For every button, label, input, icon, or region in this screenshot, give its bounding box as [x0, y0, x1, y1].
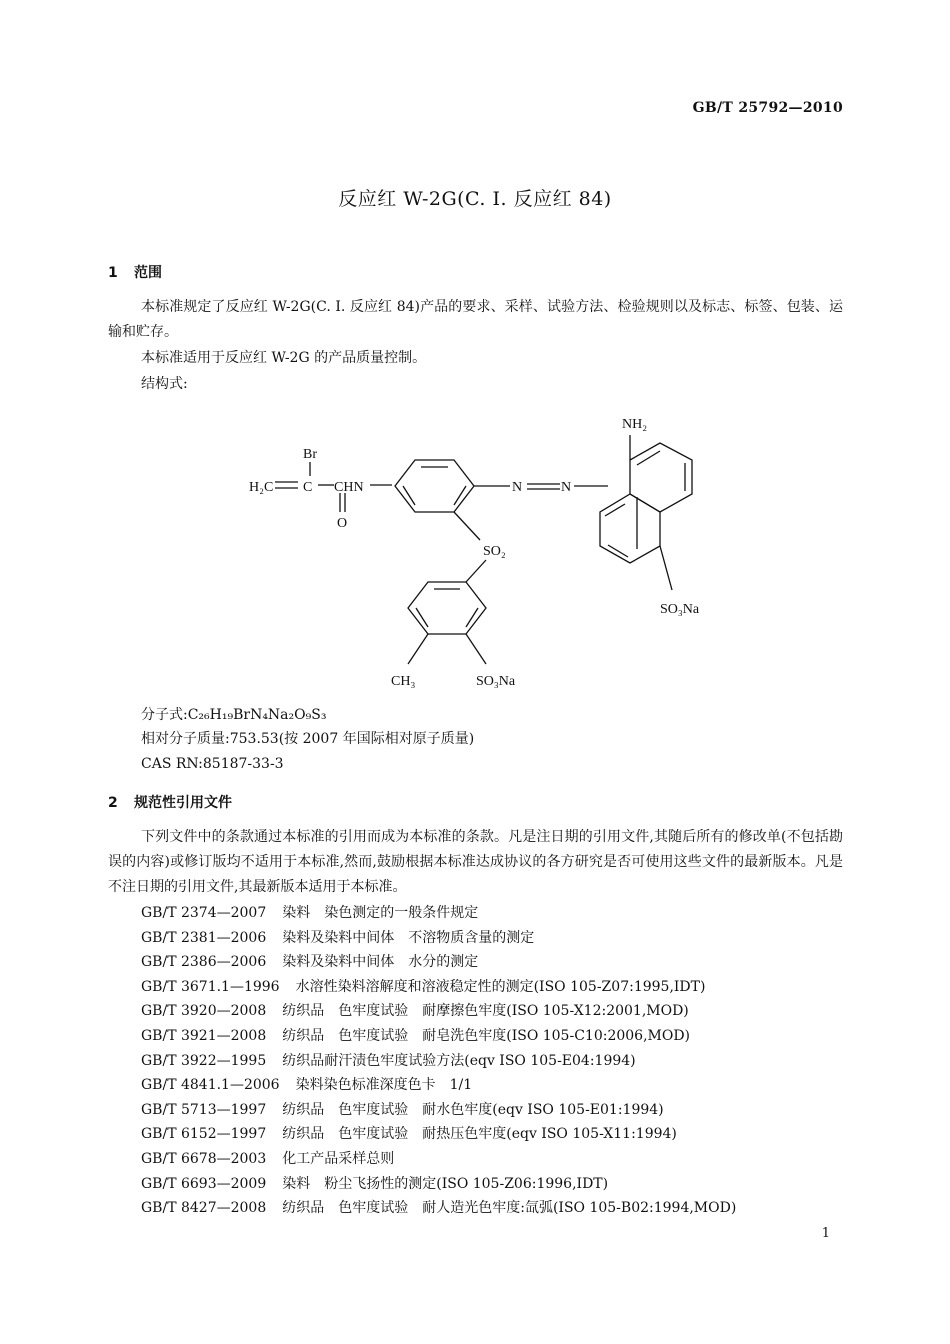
reference-code: GB/T 2374—2007	[141, 905, 267, 921]
standard-number: GB/T 25792—2010	[692, 100, 843, 116]
bond-so3na-naph	[660, 546, 672, 590]
reference-code: GB/T 3671.1—1996	[141, 978, 280, 995]
reference-title: 染料及染料中间体 不溶物质含量的测定	[282, 929, 535, 946]
reference-code: GB/T 6678—2003	[141, 1151, 267, 1167]
atom-ch3: CH₃	[391, 674, 416, 689]
section-number: 1	[108, 265, 118, 281]
mass-label: 相对分子质量:	[141, 731, 230, 747]
reference-item	[141, 1075, 472, 1095]
reference-item	[141, 903, 478, 923]
atom-nh2: NH₂	[622, 417, 648, 432]
naph-ring-2	[600, 494, 660, 563]
molecular-formula	[141, 705, 326, 725]
ring-a-double-3	[403, 486, 415, 505]
ring-a	[395, 460, 474, 512]
ring-b-double-3	[416, 608, 428, 627]
atom-o: O	[337, 516, 348, 531]
atom-so3na-b: SO₃Na	[476, 674, 516, 689]
reference-item	[141, 977, 705, 997]
naph-double-4	[605, 504, 625, 516]
reference-title: 纺织品耐汗渍色牢度试验方法(eqv ISO 105-E04:1994)	[282, 1052, 636, 1069]
reference-title: 染料 粉尘飞扬性的测定(ISO 105-Z06:1996,IDT)	[282, 1175, 609, 1192]
cas-number	[141, 754, 284, 774]
bond-ch3	[408, 634, 428, 664]
atom-so3na-naph: SO₃Na	[660, 602, 700, 617]
reference-code: GB/T 5713—1997	[141, 1101, 267, 1118]
reference-item	[141, 1026, 690, 1046]
ring-a-double-2	[454, 486, 466, 505]
atom-so2: SO₂	[483, 544, 506, 559]
formula-label: 分子式:	[141, 707, 188, 723]
page-number: 1	[821, 1226, 830, 1241]
applicability-paragraph: 本标准适用于反应红 W-2G 的产品质量控制。	[141, 350, 427, 366]
reference-code: GB/T 8427—2008	[141, 1200, 267, 1217]
section-title: 范围	[134, 265, 162, 281]
reference-item	[141, 952, 478, 972]
cas-value: 85187-33-3	[202, 756, 284, 772]
mass-value: 753.53(按 2007 年国际相对原子质量)	[229, 731, 475, 747]
reference-code: GB/T 2381—2006	[141, 929, 267, 946]
reference-item	[141, 1051, 636, 1071]
naph-double-1	[637, 451, 660, 465]
reference-item	[141, 1001, 689, 1021]
reference-title: 纺织品 色牢度试验 耐热压色牢度(eqv ISO 105-X11:1994)	[282, 1126, 677, 1143]
reference-item	[141, 1100, 664, 1120]
section-number: 2	[108, 795, 118, 811]
reference-title: 纺织品 色牢度试验 耐人造光色牢度:氙弧(ISO 105-B02:1994,MOD)	[282, 1200, 737, 1217]
reference-item	[141, 1174, 608, 1194]
formula-value: C₂₆H₁₉BrN₄Na₂O₉S₃	[187, 707, 327, 723]
reference-title: 纺织品 色牢度试验 耐摩擦色牢度(ISO 105-X12:2001,MOD)	[282, 1003, 689, 1020]
cas-label: CAS RN:	[141, 756, 203, 772]
reference-item	[141, 928, 534, 948]
structure-label: 结构式:	[141, 376, 188, 392]
bond-so2-ring	[466, 560, 486, 582]
reference-code: GB/T 3921—2008	[141, 1028, 267, 1044]
atom-h2c: H₂C	[249, 480, 274, 495]
reference-title: 染料 染色测定的一般条件规定	[282, 905, 479, 921]
atom-n1: N	[512, 480, 523, 495]
reference-title: 水溶性染料溶解度和溶液稳定性的测定(ISO 105-Z07:1995,IDT)	[295, 978, 706, 995]
molecular-mass	[141, 729, 474, 749]
scope-paragraph: 本标准规定了反应红 W-2G(C. I. 反应红 84)产品的要求、采样、试验方法、检验规则以及标志、标签、包装、运输和贮存。	[108, 299, 843, 340]
reference-title: 纺织品 色牢度试验 耐皂洗色牢度(ISO 105-C10:2006,MOD)	[282, 1028, 691, 1044]
reference-code: GB/T 6693—2009	[141, 1175, 267, 1192]
naph-ring-1	[630, 443, 692, 512]
bond-so3na-b	[466, 634, 486, 664]
atom-br: Br	[303, 447, 317, 462]
atom-c: C	[303, 480, 313, 495]
reference-item	[141, 1198, 736, 1218]
atom-n2: N	[561, 480, 572, 495]
reference-code: GB/T 3920—2008	[141, 1003, 267, 1020]
section-2-heading	[108, 792, 232, 812]
reference-item	[141, 1124, 677, 1144]
bond-ring-so2	[454, 512, 480, 540]
atom-chn: CHN	[334, 480, 364, 495]
reference-title: 染料染色标准深度色卡 1/1	[295, 1077, 473, 1094]
reference-title: 化工产品采样总则	[282, 1151, 395, 1167]
reference-code: GB/T 2386—2006	[141, 954, 267, 971]
naph-double-5	[608, 545, 628, 557]
reference-item	[141, 1149, 394, 1169]
ring-b	[408, 582, 486, 634]
ring-b-double-2	[466, 608, 478, 627]
section-title: 规范性引用文件	[134, 795, 232, 811]
reference-title: 染料及染料中间体 水分的测定	[282, 954, 479, 971]
reference-code: GB/T 6152—1997	[141, 1126, 267, 1143]
reference-title: 纺织品 色牢度试验 耐水色牢度(eqv ISO 105-E01:1994)	[282, 1101, 664, 1118]
reference-code: GB/T 3922—1995	[141, 1052, 267, 1069]
document-title: 反应红 W-2G(C. I. 反应红 84)	[338, 188, 612, 210]
normative-references-intro: 下列文件中的条款通过本标准的引用而成为本标准的条款。凡是注日期的引用文件,其随后所有的修改单(不包括勘误的内容)或修订版均不适用于本标准,然而,鼓励根据本标准达成协议的各方研究是否可使用这些文件的最新版本。凡是不注日期的引用文件,其最新版本适用于本标准。	[108, 829, 843, 895]
reference-code: GB/T 4841.1—2006	[141, 1077, 280, 1094]
